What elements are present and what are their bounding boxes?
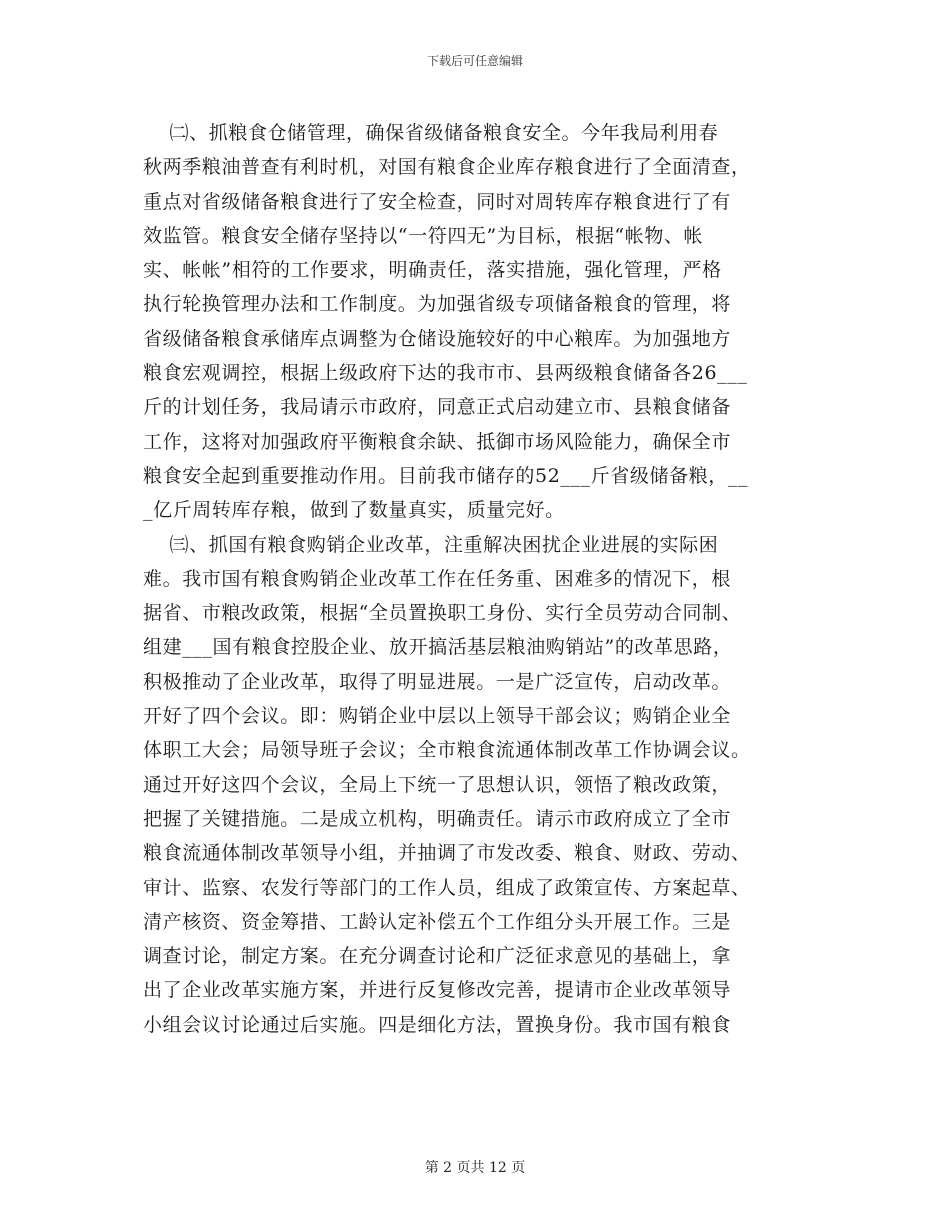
body-line: 难。我市国有粮食购销企业改革工作在任务重、困难多的情况下，根 (143, 567, 732, 590)
body-line: 省级储备粮食承储库点调整为仓储设施较好的中心粮库。为加强地方 (143, 327, 732, 350)
body-line: 审计、监察、农发行等部门的工作人员，组成了政策宣传、方案起草、 (143, 876, 751, 899)
page-header: 下载后可任意编辑 (426, 54, 523, 68)
body-line: 体职工大会；局领导班子会议；全市粮食流通体制改革工作协调会议。 (143, 739, 751, 762)
body-line: _亿斤周转库存粮，做到了数量真实，质量完好。 (143, 499, 565, 522)
body-line: 积极推动了企业改革，取得了明显进展。一是广泛宣传，启动改革。 (143, 670, 732, 693)
body-line: 组建___国有粮食控股企业、放开搞活基层粮油购销站”的改革思路， (143, 636, 733, 659)
body-line: 调查讨论，制定方案。在充分调查讨论和广泛征求意见的基础上，拿 (143, 945, 732, 968)
document-body (143, 116, 813, 1042)
body-line: 据省、市粮改政策，根据“全员置换职工身份、实行全员劳动合同制、 (143, 602, 742, 625)
body-line: 小组会议讨论通过后实施。四是细化方法，置换身份。我市国有粮食 (143, 1013, 732, 1036)
body-line: 把握了关键措施。二是成立机构，明确责任。请示市政府成立了全市 (143, 807, 732, 830)
body-line: 重点对省级储备粮食进行了安全检查，同时对周转库存粮食进行了有 (143, 190, 732, 213)
body-line: 开好了四个会议。即：购销企业中层以上领导干部会议；购销企业全 (143, 705, 732, 728)
body-line: 执行轮换管理办法和工作制度。为加强省级专项储备粮食的管理，将 (143, 293, 732, 316)
body-line: 清产核资、资金筹措、工龄认定补偿五个工作组分头开展工作。三是 (143, 910, 732, 933)
body-line: 粮食流通体制改革领导小组，并抽调了市发改委、粮食、财政、劳动、 (143, 842, 751, 865)
body-line: ㈢、抓国有粮食购销企业改革，注重解决困扰企业进展的实际困 (143, 533, 719, 556)
body-line: 粮食宏观调控，根据上级政府下达的我市市、县两级粮食储备各26___ (143, 362, 748, 385)
body-line: 出了企业改革实施方案，并进行反复修改完善，提请市企业改革领导 (143, 979, 732, 1002)
body-line: 工作，这将对加强政府平衡粮食余缺、抵御市场风险能力，确保全市 (143, 430, 732, 453)
body-line: 实、帐帐”相符的工作要求，明确责任，落实措施，强化管理，严格 (143, 259, 722, 282)
body-line: 通过开好这四个会议，全局上下统一了思想认识，领悟了粮改政策， (143, 773, 732, 796)
body-line: 秋两季粮油普查有利时机，对国有粮食企业库存粮食进行了全面清查， (143, 156, 751, 179)
body-line: 效监管。粮食安全储存坚持以“一符四无”为目标，根据“帐物、帐 (143, 224, 704, 247)
page-footer: 第 2 页共 12 页 (424, 1160, 526, 1176)
body-line: 斤的计划任务，我局请示市政府，同意正式启动建立市、县粮食储备 (143, 396, 732, 419)
body-line: ㈡、抓粮食仓储管理，确保省级储备粮食安全。今年我局利用春 (143, 122, 719, 144)
body-line: 粮食安全起到重要推动作用。目前我市储存的52___斤省级储备粮，__ (143, 464, 749, 487)
